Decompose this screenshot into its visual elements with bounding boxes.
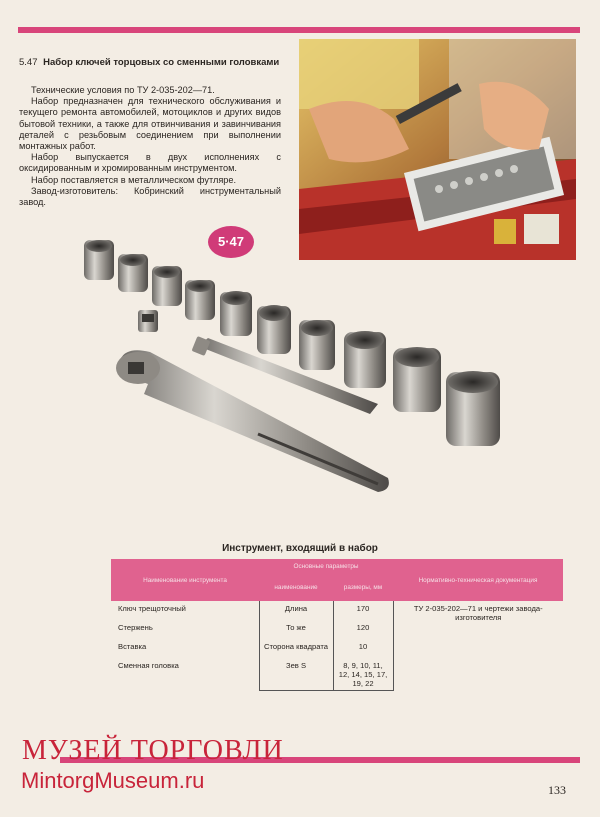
paragraph-manufacturer: Завод-изготовитель: Кобринский инструментальный завод. <box>19 185 281 208</box>
table-row <box>111 601 563 620</box>
section-title: Набор ключей торцовых со сменными головками <box>43 57 280 68</box>
row-param-size: 120 <box>333 620 393 639</box>
row-documentation: ТУ 2-035-202—71 и чертежи завода-изготовителя <box>393 601 563 691</box>
header-param-name: наименование <box>259 573 333 601</box>
header-param-size: размеры, мм <box>333 573 393 601</box>
header-main-params: Основные параметры <box>259 559 393 573</box>
top-accent-bar <box>18 27 580 33</box>
paragraph-purpose: Набор предназначен для технического обслуживания и текущего ремонта автомобилей, мотоциклов и других видов бытовой техники, а также для отвинчивания и завинчивания деталей с резьбовым соединением при выполнении монтажных работ. <box>19 96 281 152</box>
museum-logo-text: МУЗЕЙ ТОРГОВЛИ <box>22 735 284 766</box>
row-param-name: Сторона квадрата <box>259 639 333 658</box>
row-param-name: Длина <box>259 601 333 620</box>
row-tool-name: Ключ трещоточный <box>118 604 186 613</box>
row-tool-name: Вставка <box>118 642 147 651</box>
table-title: Инструмент, входящий в набор <box>222 543 378 554</box>
tool-set-illustration <box>78 234 518 504</box>
page-number: 133 <box>548 783 566 797</box>
header-documentation: Нормативно-техническая документация <box>393 559 563 601</box>
row-param-size: 170 <box>333 601 393 620</box>
row-param-size: 10 <box>333 639 393 658</box>
section-number: 5.47 <box>19 57 38 68</box>
paragraph-standard: Технические условия по ТУ 2-035-202—71. <box>31 85 215 95</box>
row-param-size: 8, 9, 10, 11, 12, 14, 15, 17, 19, 22 <box>333 658 393 691</box>
workshop-photo <box>299 39 576 260</box>
paragraph-case: Набор поставляется в металлическом футляре. <box>31 174 237 185</box>
paragraph-versions: Набор выпускается в двух исполнениях с оксидированным и хромированным инструментом. <box>19 152 281 174</box>
row-param-name: То же <box>259 620 333 639</box>
row-tool-name: Сменная головка <box>118 661 179 670</box>
square-insert <box>138 310 158 332</box>
museum-url-text: MintorgMuseum.ru <box>21 768 205 793</box>
socket-heads <box>84 240 500 446</box>
item-badge: 5·47 <box>208 226 254 258</box>
tool-table <box>111 559 563 691</box>
row-tool-name: Стержень <box>118 623 153 632</box>
row-param-name: Зев S <box>259 658 333 691</box>
description-text <box>19 85 281 208</box>
header-tool-name: Наименование инструмента <box>111 559 259 601</box>
section-heading <box>19 57 297 68</box>
